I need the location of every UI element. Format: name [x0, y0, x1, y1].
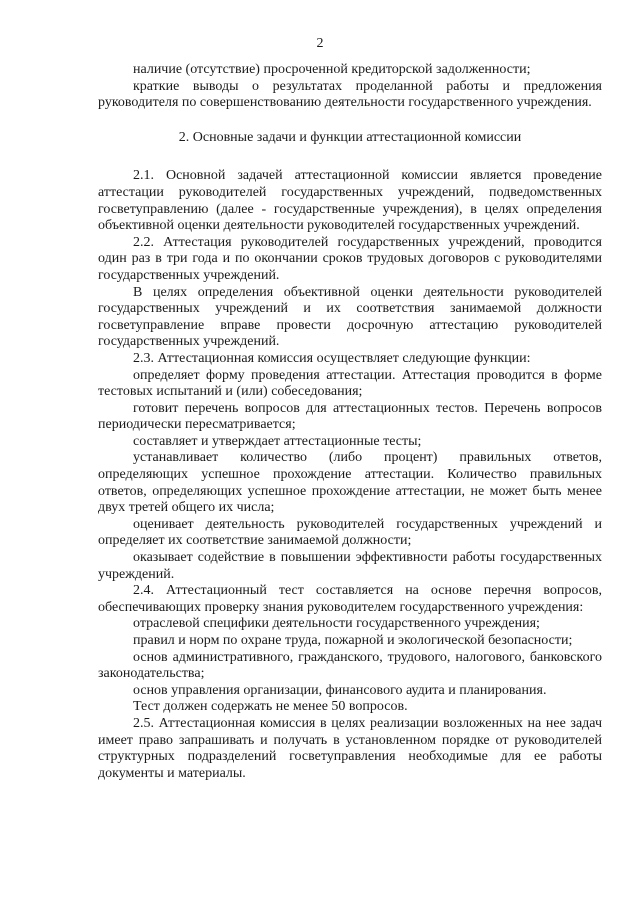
paragraph: устанавливает количество (либо процент) правильных ответов, определяющих успешное прохождение аттестации. Количество правильных ответов, определяющих успешное прохождение аттестации, не может быть менее двух третей общего их числа; [98, 450, 602, 516]
document-body [98, 62, 602, 782]
paragraph: 2.1. Основной задачей аттестационной комиссии является проведение аттестации руководителей государственных учреждений, подведомственных госветуправлению (далее - государственные учреждения), в целях определения объективной оценки деятельности руководителей государственных учреждений. [98, 168, 602, 234]
paragraph: краткие выводы о результатах проделанной работы и предложения руководителя по совершенствованию деятельности государственного учреждения. [98, 78, 602, 111]
paragraph: 2.2. Аттестация руководителей государственных учреждений, проводится один раз в три года и по окончании сроков трудовых договоров с руководителями государственных учреждений. [98, 234, 602, 283]
page-number: 2 [316, 36, 324, 51]
paragraph: основ административного, гражданского, трудового, налогового, банковского законодательства; [98, 649, 602, 682]
paragraph: 2.3. Аттестационная комиссия осуществляет следующие функции: [133, 350, 531, 366]
paragraph: основ управления организации, финансового аудита и планирования. [133, 682, 547, 698]
paragraph: наличие (отсутствие) просроченной кредиторской задолженности; [133, 62, 531, 77]
paragraph: В целях определения объективной оценки деятельности руководителей государственных учреждений и их соответствия занимаемой должности госветуправление вправе провести досрочную аттестацию руководителей государственных учреждений. [98, 284, 602, 350]
paragraph: составляет и утверждает аттестационные тесты; [133, 433, 422, 449]
paragraph: оказывает содействие в повышении эффективности работы государственных учреждений. [98, 550, 602, 582]
paragraph: 2.4. Аттестационный тест составляется на основе перечня вопросов, обеспечивающих проверку знания руководителем государственного учреждения: [98, 583, 602, 615]
paragraph: Тест должен содержать не менее 50 вопросов. [133, 699, 408, 715]
section-heading: 2. Основные задачи и функции аттестационной комиссии [178, 129, 522, 145]
paragraph: правил и норм по охране труда, пожарной и экологической безопасности; [133, 633, 573, 648]
paragraph: определяет форму проведения аттестации. Аттестация проводится в форме тестовых испытаний и (или) собеседования; [98, 367, 602, 400]
paragraph: оценивает деятельность руководителей государственных учреждений и определяет их соответствие занимаемой должности; [98, 516, 602, 549]
paragraph: 2.5. Аттестационная комиссия в целях реализации возложенных на нее задач имеет право запрашивать и получать в установленном порядке от руководителей структурных подразделений госветуправления необходимые для ее работы документы и материалы. [98, 715, 602, 781]
paragraph: отраслевой специфики деятельности государственного учреждения; [133, 616, 540, 632]
paragraph: готовит перечень вопросов для аттестационных тестов. Перечень вопросов периодически пересматривается; [98, 400, 602, 433]
